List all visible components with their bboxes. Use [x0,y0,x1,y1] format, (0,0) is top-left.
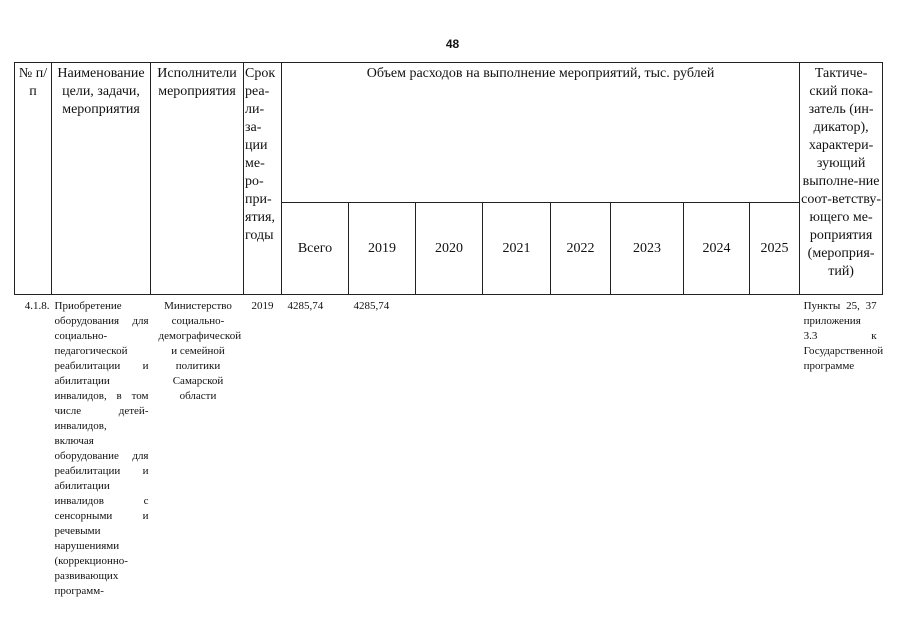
header-executors: Исполнители мероприятия [151,63,244,295]
row-no: 4.1.8. [24,300,50,312]
row-2020 [416,295,483,600]
header-year-2020: 2020 [416,203,483,295]
row-total: 4285,74 [287,300,324,312]
header-year-2025: 2025 [750,203,800,295]
header-expenses: Объем расходов на выполнение мероприятий, тыс. рублей [282,63,800,203]
header-term: Срок реа-ли-за-ции ме-ро-при-ятия, годы [244,63,282,295]
row-term: 2019 [251,300,274,312]
row-2023 [611,295,684,600]
header-year-2021: 2021 [483,203,551,295]
header-year-2019: 2019 [349,203,416,295]
row-2019: 4285,74 [353,300,390,312]
row-2025 [750,295,800,600]
header-indicator: Тактиче-ский пока-затель (ин-дикатор), характери-зующий выполне-ние соот-ветству-ющего ме-роприятия (мероприя-тий) [800,63,883,295]
header-year-2022: 2022 [551,203,611,295]
row-2022 [551,295,611,600]
header-year-total: Всего [282,203,349,295]
row-2021 [483,295,551,600]
table-row [15,295,883,600]
header-year-2023: 2023 [611,203,684,295]
row-executor: Министерство социально-демографической и семейной политики Самарской области [158,300,242,402]
row-2024 [684,295,750,600]
row-name: Приобретение оборудования для социально-педагогической реабилитации и абилитации инвалидов, в том числе детей-инвалидов, включая оборудование для реабилитации и абилитации инвалидов с сенсорными и речевыми нарушениями (коррекционно-развивающих программ- [54,300,149,597]
header-year-2024: 2024 [684,203,750,295]
header-no: № п/п [15,63,52,295]
header-name: Наименование цели, задачи, мероприятия [52,63,151,295]
row-indicator: Пункты 25, 37 приложения 3.3 к Государственной программе [803,300,884,372]
page-number: 48 [445,37,460,51]
expenses-table [14,62,883,599]
